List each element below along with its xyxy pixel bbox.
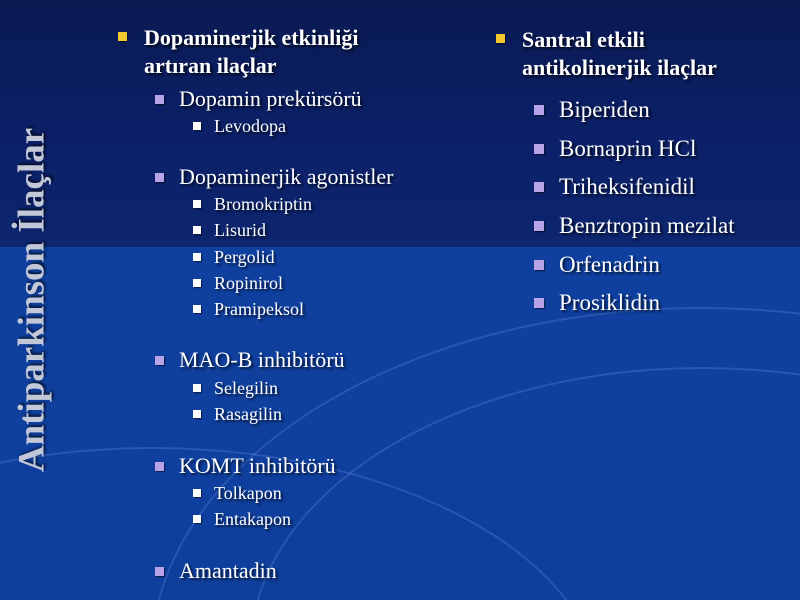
bullet-icon <box>155 95 164 104</box>
slide-title: Antiparkinson İlaçlar <box>11 127 53 473</box>
bullet-icon <box>155 173 164 182</box>
list-item-prosiklidin: Prosiklidin <box>559 289 660 317</box>
bullet-icon <box>534 221 544 231</box>
bullet-icon <box>193 489 201 497</box>
list-item-entakapon: Entakapon <box>214 508 291 530</box>
bullet-icon <box>534 105 544 115</box>
slide-title-area <box>0 0 64 600</box>
group-label-komt-inhibitoru: KOMT inhibitörü <box>179 453 336 479</box>
bullet-icon <box>193 200 201 208</box>
list-item-bromokriptin: Bromokriptin <box>214 193 312 215</box>
background-bottom-band <box>0 247 800 600</box>
bullet-icon <box>118 32 127 41</box>
list-item-levodopa: Levodopa <box>214 115 286 137</box>
left-heading <box>144 24 444 80</box>
bullet-icon <box>155 356 164 365</box>
list-item-bornaprin-hcl: Bornaprin HCl <box>559 135 696 163</box>
bullet-icon <box>193 279 201 287</box>
left-heading-line1: Dopaminerjik etkinliği <box>144 25 359 50</box>
list-item-triheksifenidil: Triheksifenidil <box>559 173 695 201</box>
bullet-icon <box>534 144 544 154</box>
list-item-pergolid: Pergolid <box>214 246 275 268</box>
group-label-dopaminerjik-agonistler: Dopaminerjik agonistler <box>179 164 393 190</box>
list-item-rasagilin: Rasagilin <box>214 403 282 425</box>
group-label-mao-b-inhibitoru: MAO-B inhibitörü <box>179 347 345 373</box>
bullet-icon <box>155 567 164 576</box>
right-heading-line1: Santral etkili <box>522 27 645 52</box>
list-item-selegilin: Selegilin <box>214 377 278 399</box>
bullet-icon <box>193 384 201 392</box>
bullet-icon <box>193 122 201 130</box>
right-heading-line2: antikolinerjik ilaçlar <box>522 55 717 80</box>
group-label-dopamin-prekursoru: Dopamin prekürsörü <box>179 86 362 112</box>
bullet-icon <box>534 298 544 308</box>
right-heading <box>522 26 782 82</box>
list-item-tolkapon: Tolkapon <box>214 482 282 504</box>
bullet-icon <box>534 260 544 270</box>
bullet-icon <box>193 305 201 313</box>
list-item-lisurid: Lisurid <box>214 219 266 241</box>
bullet-icon <box>193 410 201 418</box>
bullet-icon <box>193 226 201 234</box>
list-item-biperiden: Biperiden <box>559 96 650 124</box>
bullet-icon <box>496 34 505 43</box>
bullet-icon <box>193 253 201 261</box>
list-item-pramipeksol: Pramipeksol <box>214 298 304 320</box>
bullet-icon <box>155 462 164 471</box>
list-item-orfenadrin: Orfenadrin <box>559 251 660 279</box>
left-heading-line2: artıran ilaçlar <box>144 53 277 78</box>
list-item-benztropin-mezilat: Benztropin mezilat <box>559 212 735 240</box>
bullet-icon <box>534 182 544 192</box>
bullet-icon <box>193 515 201 523</box>
list-item-ropinirol: Ropinirol <box>214 272 283 294</box>
group-label-amantadin: Amantadin <box>179 558 277 584</box>
